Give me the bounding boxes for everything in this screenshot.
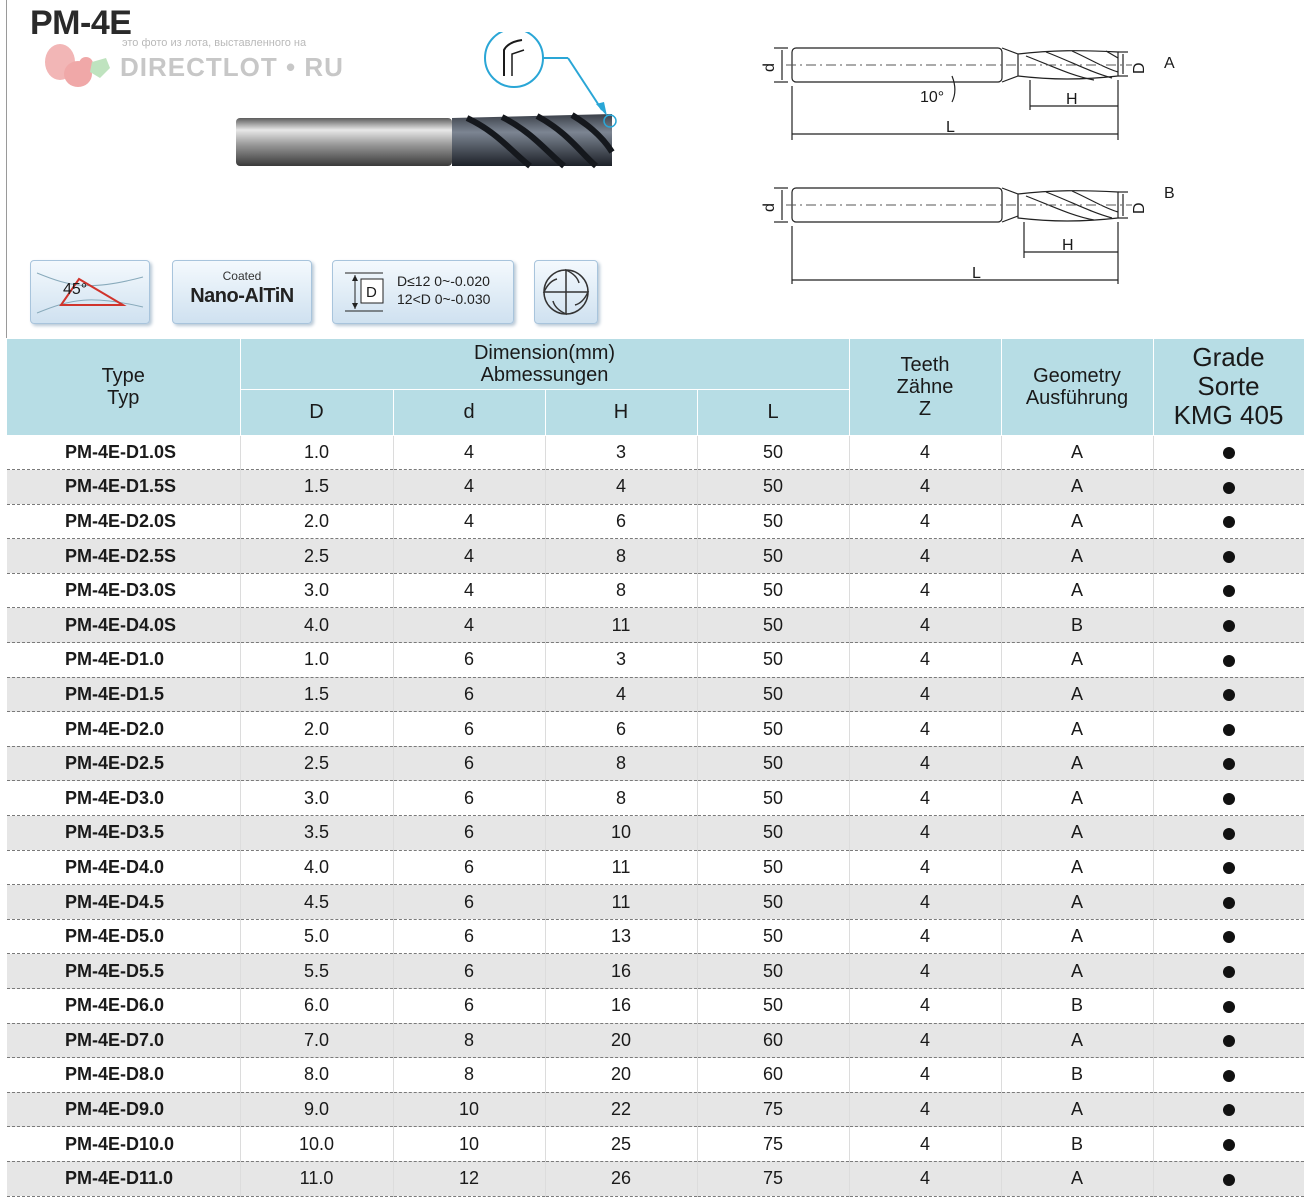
- cell-d: 4.0: [240, 608, 393, 643]
- grade-available-icon: [1223, 966, 1235, 978]
- dim-d-a: d: [761, 63, 778, 72]
- cell-grade: [1153, 435, 1304, 470]
- cell-d: 5.0: [240, 919, 393, 954]
- cell-d: 2.0: [240, 504, 393, 539]
- cell-z: 4: [849, 919, 1001, 954]
- four-flute-badge: [534, 260, 598, 324]
- cell-l: 50: [697, 746, 849, 781]
- cell-grade: [1153, 746, 1304, 781]
- cell-h: 4: [545, 677, 697, 712]
- cell-d: 3.0: [240, 781, 393, 816]
- cell-d: 4: [393, 608, 545, 643]
- cell-h: 3: [545, 643, 697, 678]
- cell-grade: [1153, 573, 1304, 608]
- grade-available-icon: [1223, 897, 1235, 909]
- cell-d: 6: [393, 746, 545, 781]
- col-header-teeth: Teeth Zähne Z: [849, 339, 1001, 435]
- cell-z: 4: [849, 677, 1001, 712]
- cell-type: PM-4E-D3.0: [7, 781, 240, 816]
- cell-d: 11.0: [240, 1161, 393, 1196]
- cell-h: 20: [545, 1058, 697, 1093]
- cell-d: 6: [393, 850, 545, 885]
- col-header-D: D: [240, 389, 393, 435]
- cell-type: PM-4E-D4.0: [7, 850, 240, 885]
- cell-h: 6: [545, 504, 697, 539]
- table-row: [7, 1161, 1304, 1196]
- cell-h: 11: [545, 850, 697, 885]
- end-mill-photo: [212, 32, 632, 172]
- cell-h: 8: [545, 781, 697, 816]
- cell-type: PM-4E-D2.5S: [7, 539, 240, 574]
- cell-geometry: A: [1001, 954, 1153, 989]
- tolerance-badge: [332, 260, 514, 324]
- col-header-L: L: [697, 389, 849, 435]
- cell-l: 75: [697, 1127, 849, 1162]
- cell-l: 50: [697, 677, 849, 712]
- cell-type: PM-4E-D1.0S: [7, 435, 240, 470]
- product-header: [0, 0, 1304, 338]
- cell-l: 50: [697, 643, 849, 678]
- grade-available-icon: [1223, 585, 1235, 597]
- cell-type: PM-4E-D2.0S: [7, 504, 240, 539]
- cell-z: 4: [849, 850, 1001, 885]
- cell-z: 4: [849, 989, 1001, 1024]
- cell-z: 4: [849, 954, 1001, 989]
- cell-geometry: B: [1001, 1127, 1153, 1162]
- col-header-H: H: [545, 389, 697, 435]
- table-row: [7, 885, 1304, 920]
- table-body: [7, 435, 1304, 1196]
- cell-geometry: A: [1001, 919, 1153, 954]
- cell-h: 8: [545, 539, 697, 574]
- cell-z: 4: [849, 470, 1001, 505]
- grade-available-icon: [1223, 1104, 1235, 1116]
- table-row: [7, 850, 1304, 885]
- cell-type: PM-4E-D8.0: [7, 1058, 240, 1093]
- cell-geometry: A: [1001, 470, 1153, 505]
- cell-z: 4: [849, 885, 1001, 920]
- cell-l: 50: [697, 781, 849, 816]
- cell-z: 4: [849, 781, 1001, 816]
- cell-d: 6: [393, 919, 545, 954]
- cell-d: 5.5: [240, 954, 393, 989]
- cell-grade: [1153, 1127, 1304, 1162]
- cell-d: 6: [393, 989, 545, 1024]
- dim-D-b: D: [1131, 202, 1148, 214]
- cell-grade: [1153, 1023, 1304, 1058]
- cell-d: 6.0: [240, 989, 393, 1024]
- table-row: [7, 1023, 1304, 1058]
- cell-d: 6: [393, 677, 545, 712]
- cell-geometry: A: [1001, 573, 1153, 608]
- cell-h: 16: [545, 989, 697, 1024]
- grade-available-icon: [1223, 793, 1235, 805]
- cell-geometry: B: [1001, 1058, 1153, 1093]
- cell-geometry: A: [1001, 712, 1153, 747]
- cell-l: 60: [697, 1023, 849, 1058]
- cell-h: 6: [545, 712, 697, 747]
- cell-d: 8.0: [240, 1058, 393, 1093]
- cell-geometry: A: [1001, 539, 1153, 574]
- cell-z: 4: [849, 1092, 1001, 1127]
- grade-available-icon: [1223, 1070, 1235, 1082]
- cell-h: 16: [545, 954, 697, 989]
- grade-available-icon: [1223, 655, 1235, 667]
- cell-type: PM-4E-D1.5: [7, 677, 240, 712]
- cell-type: PM-4E-D4.5: [7, 885, 240, 920]
- cell-geometry: A: [1001, 1023, 1153, 1058]
- cell-grade: [1153, 677, 1304, 712]
- specification-table: [7, 339, 1304, 1197]
- variant-a-label: A: [1164, 55, 1175, 72]
- col-header-d: d: [393, 389, 545, 435]
- cell-z: 4: [849, 816, 1001, 851]
- variant-b-label: B: [1164, 185, 1175, 202]
- dim-H-b: H: [1062, 237, 1074, 254]
- cell-h: 8: [545, 746, 697, 781]
- cell-grade: [1153, 539, 1304, 574]
- table-row: [7, 470, 1304, 505]
- cell-z: 4: [849, 573, 1001, 608]
- cell-l: 50: [697, 850, 849, 885]
- cell-type: PM-4E-D10.0: [7, 1127, 240, 1162]
- cell-h: 10: [545, 816, 697, 851]
- cell-l: 50: [697, 712, 849, 747]
- cell-z: 4: [849, 1023, 1001, 1058]
- cell-z: 4: [849, 1127, 1001, 1162]
- table-row: [7, 573, 1304, 608]
- col-header-grade: Grade Sorte KMG 405: [1153, 339, 1304, 435]
- cell-d: 4.5: [240, 885, 393, 920]
- cell-d: 1.0: [240, 435, 393, 470]
- grade-available-icon: [1223, 516, 1235, 528]
- tolerance-symbol: D: [366, 284, 377, 301]
- cell-type: PM-4E-D9.0: [7, 1092, 240, 1127]
- cell-d: 6: [393, 885, 545, 920]
- dim-H-a: H: [1066, 91, 1078, 108]
- cell-type: PM-4E-D3.0S: [7, 573, 240, 608]
- grade-available-icon: [1223, 931, 1235, 943]
- cell-geometry: A: [1001, 435, 1153, 470]
- cell-d: 2.5: [240, 539, 393, 574]
- cell-h: 13: [545, 919, 697, 954]
- cell-type: PM-4E-D7.0: [7, 1023, 240, 1058]
- table-row: [7, 954, 1304, 989]
- grade-available-icon: [1223, 1001, 1235, 1013]
- cell-grade: [1153, 504, 1304, 539]
- cell-grade: [1153, 1161, 1304, 1196]
- table-row: [7, 643, 1304, 678]
- cell-type: PM-4E-D2.5: [7, 746, 240, 781]
- cell-d: 6: [393, 643, 545, 678]
- cell-h: 8: [545, 573, 697, 608]
- cell-l: 50: [697, 504, 849, 539]
- cell-h: 26: [545, 1161, 697, 1196]
- cell-type: PM-4E-D6.0: [7, 989, 240, 1024]
- watermark-caption: это фото из лота, выставленного на: [122, 37, 307, 49]
- cell-h: 3: [545, 435, 697, 470]
- cell-d: 4: [393, 470, 545, 505]
- cell-d: 3.5: [240, 816, 393, 851]
- dim-L-b: L: [972, 265, 981, 282]
- cell-d: 3.0: [240, 573, 393, 608]
- cell-d: 8: [393, 1023, 545, 1058]
- cell-type: PM-4E-D5.0: [7, 919, 240, 954]
- cell-l: 50: [697, 885, 849, 920]
- cell-d: 1.5: [240, 677, 393, 712]
- cell-d: 6: [393, 816, 545, 851]
- grade-available-icon: [1223, 724, 1235, 736]
- cell-z: 4: [849, 539, 1001, 574]
- table-row: [7, 435, 1304, 470]
- table-row: [7, 504, 1304, 539]
- col-header-dimension: Dimension(mm) Abmessungen: [240, 339, 849, 389]
- helix-angle-badge: [30, 260, 150, 324]
- table-row: [7, 1092, 1304, 1127]
- grade-available-icon: [1223, 620, 1235, 632]
- cell-z: 4: [849, 1058, 1001, 1093]
- cell-l: 50: [697, 573, 849, 608]
- tolerance-line-1: D≤12 0~-0.020: [397, 273, 490, 289]
- cell-d: 6: [393, 781, 545, 816]
- cell-d: 10: [393, 1092, 545, 1127]
- cell-h: 11: [545, 885, 697, 920]
- cell-d: 9.0: [240, 1092, 393, 1127]
- grade-available-icon: [1223, 1174, 1235, 1186]
- cell-grade: [1153, 989, 1304, 1024]
- dim-d-b: d: [761, 203, 778, 212]
- cell-z: 4: [849, 435, 1001, 470]
- table-row: [7, 1058, 1304, 1093]
- table-row: [7, 677, 1304, 712]
- cell-d: 4.0: [240, 850, 393, 885]
- cell-geometry: A: [1001, 885, 1153, 920]
- cell-type: PM-4E-D2.0: [7, 712, 240, 747]
- table-row: [7, 712, 1304, 747]
- watermark-squirrel-logo: [40, 40, 114, 96]
- cell-grade: [1153, 781, 1304, 816]
- table-row: [7, 539, 1304, 574]
- cell-d: 4: [393, 435, 545, 470]
- coating-badge: [172, 260, 312, 324]
- table-row: [7, 816, 1304, 851]
- cell-grade: [1153, 470, 1304, 505]
- cell-d: 4: [393, 539, 545, 574]
- page-title: PM-4E: [30, 4, 132, 42]
- table-row: [7, 919, 1304, 954]
- cell-l: 50: [697, 608, 849, 643]
- cell-geometry: B: [1001, 989, 1153, 1024]
- cell-grade: [1153, 885, 1304, 920]
- col-header-geometry: Geometry Ausführung: [1001, 339, 1153, 435]
- cell-type: PM-4E-D3.5: [7, 816, 240, 851]
- dim-D-a: D: [1131, 62, 1148, 74]
- cell-grade: [1153, 1058, 1304, 1093]
- cell-type: PM-4E-D4.0S: [7, 608, 240, 643]
- cell-l: 60: [697, 1058, 849, 1093]
- cell-grade: [1153, 816, 1304, 851]
- cell-geometry: A: [1001, 677, 1153, 712]
- cell-grade: [1153, 850, 1304, 885]
- cell-l: 50: [697, 539, 849, 574]
- cell-l: 50: [697, 954, 849, 989]
- cell-d: 4: [393, 573, 545, 608]
- cell-grade: [1153, 712, 1304, 747]
- angle-label: 10°: [920, 89, 945, 106]
- cell-geometry: A: [1001, 504, 1153, 539]
- cell-grade: [1153, 919, 1304, 954]
- table-row: [7, 746, 1304, 781]
- cell-geometry: A: [1001, 850, 1153, 885]
- cell-z: 4: [849, 504, 1001, 539]
- cell-geometry: A: [1001, 746, 1153, 781]
- cell-type: PM-4E-D5.5: [7, 954, 240, 989]
- cell-d: 6: [393, 712, 545, 747]
- grade-available-icon: [1223, 482, 1235, 494]
- cell-d: 10: [393, 1127, 545, 1162]
- watermark-text: DIRECTLOT • RU: [120, 52, 344, 82]
- coating-name: Nano-AlTiN: [190, 285, 294, 307]
- cell-h: 11: [545, 608, 697, 643]
- cell-type: PM-4E-D1.5S: [7, 470, 240, 505]
- cell-l: 75: [697, 1161, 849, 1196]
- cell-z: 4: [849, 746, 1001, 781]
- cell-type: PM-4E-D1.0: [7, 643, 240, 678]
- technical-drawing: [752, 36, 1192, 296]
- cell-d: 1.5: [240, 470, 393, 505]
- cell-z: 4: [849, 608, 1001, 643]
- grade-available-icon: [1223, 447, 1235, 459]
- cell-d: 2.5: [240, 746, 393, 781]
- cell-d: 4: [393, 504, 545, 539]
- cell-l: 75: [697, 1092, 849, 1127]
- tolerance-line-2: 12<D 0~-0.030: [397, 291, 491, 307]
- grade-available-icon: [1223, 862, 1235, 874]
- cell-grade: [1153, 954, 1304, 989]
- grade-available-icon: [1223, 689, 1235, 701]
- cell-geometry: A: [1001, 643, 1153, 678]
- grade-available-icon: [1223, 1035, 1235, 1047]
- cell-d: 10.0: [240, 1127, 393, 1162]
- cell-l: 50: [697, 435, 849, 470]
- cell-type: PM-4E-D11.0: [7, 1161, 240, 1196]
- cell-grade: [1153, 1092, 1304, 1127]
- grade-available-icon: [1223, 828, 1235, 840]
- cell-d: 2.0: [240, 712, 393, 747]
- cell-z: 4: [849, 1161, 1001, 1196]
- cell-geometry: B: [1001, 608, 1153, 643]
- cell-d: 6: [393, 954, 545, 989]
- cell-d: 8: [393, 1058, 545, 1093]
- cell-geometry: A: [1001, 1092, 1153, 1127]
- cell-l: 50: [697, 989, 849, 1024]
- grade-available-icon: [1223, 758, 1235, 770]
- cell-h: 25: [545, 1127, 697, 1162]
- grade-available-icon: [1223, 1139, 1235, 1151]
- cell-h: 20: [545, 1023, 697, 1058]
- cell-l: 50: [697, 816, 849, 851]
- cell-l: 50: [697, 919, 849, 954]
- col-header-type: Type Typ: [7, 339, 240, 435]
- cell-geometry: A: [1001, 781, 1153, 816]
- cell-geometry: A: [1001, 1161, 1153, 1196]
- cell-z: 4: [849, 643, 1001, 678]
- cell-geometry: A: [1001, 816, 1153, 851]
- cell-grade: [1153, 608, 1304, 643]
- table-row: [7, 1127, 1304, 1162]
- helix-angle-text: 45°: [63, 281, 88, 298]
- cell-grade: [1153, 643, 1304, 678]
- cell-d: 12: [393, 1161, 545, 1196]
- cell-l: 50: [697, 470, 849, 505]
- dim-L-a: L: [946, 119, 955, 136]
- cell-d: 1.0: [240, 643, 393, 678]
- cell-h: 4: [545, 470, 697, 505]
- cell-z: 4: [849, 712, 1001, 747]
- coating-small-text: Coated: [222, 269, 262, 283]
- table-row: [7, 608, 1304, 643]
- table-row: [7, 989, 1304, 1024]
- cell-d: 7.0: [240, 1023, 393, 1058]
- grade-available-icon: [1223, 551, 1235, 563]
- left-border: [6, 0, 7, 338]
- table-row: [7, 781, 1304, 816]
- cell-h: 22: [545, 1092, 697, 1127]
